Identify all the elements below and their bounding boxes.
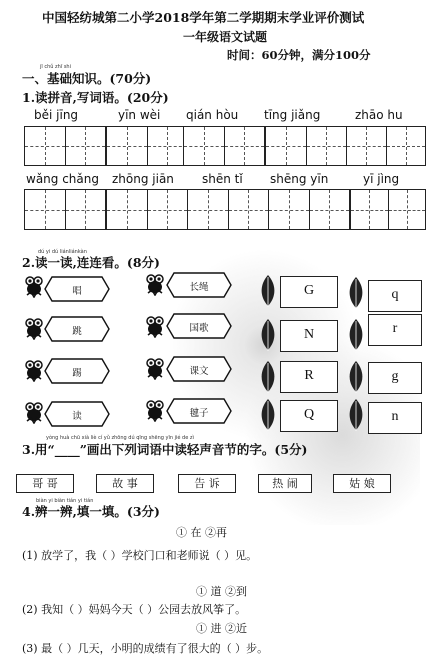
word-box[interactable]: 姑 娘 [333,474,391,493]
writing-grid[interactable] [106,189,188,230]
leaf-icon [258,318,278,356]
letter-card[interactable] [368,280,422,312]
writing-grid[interactable] [265,126,347,166]
letter-label: g [391,369,399,384]
word-box[interactable]: 故 事 [96,474,154,493]
word-label: 毽子 [189,408,209,419]
q3-title: 3.用“____”画出下列词语中读轻声音节的字。(5分) [22,442,308,457]
letter-label: Q [303,407,315,422]
leaf-icon [258,274,278,312]
q2-title: 2.读一读,连连看。(8分) [22,255,160,270]
time-info: 时间：60分钟，满分100分 [227,48,371,62]
word-box[interactable]: 哥 哥 [16,474,74,493]
pinyin-label: zhōng jiān [112,172,174,186]
writing-grid[interactable] [24,126,106,166]
writing-grid[interactable] [268,189,350,230]
writing-grid[interactable] [187,189,269,230]
frog-icon [24,360,44,382]
frog-icon [145,400,165,422]
pinyin-label: yī jìng [363,172,400,186]
frog-icon [145,358,165,380]
paper-title: 一年级语文试题 [183,30,268,44]
word-card[interactable] [166,398,232,424]
letter-card[interactable] [368,362,422,394]
writing-grid[interactable] [346,126,426,166]
writing-grid[interactable] [106,126,188,166]
section1-pinyin: jī chǔ zhī shi [40,64,71,70]
pinyin-label: shēng yīn [270,172,329,186]
leaf-icon [346,276,366,314]
word-card[interactable] [44,316,110,342]
q4-options: ① 道 ②到 [196,585,247,598]
frog-icon [24,276,44,298]
letter-card[interactable] [280,320,338,352]
pinyin-label: qián hòu [186,108,239,122]
writing-grid[interactable] [350,189,426,230]
letter-card[interactable] [368,402,422,434]
letter-label: G [303,283,315,298]
letter-label: N [303,327,315,342]
q4-pinyin: biàn yi biàn tián yi tián [36,498,94,504]
leaf-icon [258,398,278,436]
section1-title: 一、基础知识。(70分) [22,71,152,86]
q2-pinyin: dú yi dú liánliánkàn [38,249,87,255]
q4-options: ① 在 ②再 [176,526,227,539]
letter-label: q [391,287,399,302]
letter-card[interactable] [368,314,422,346]
word-label: 读 [72,411,82,422]
pinyin-label: yīn wèi [118,108,161,122]
q4-title: 4.辨一辨,填一填。(3分) [22,504,160,519]
writing-grid[interactable] [183,126,265,166]
word-label: 长绳 [189,282,209,293]
pinyin-label: zhāo hu [355,108,403,122]
word-card[interactable] [44,276,110,302]
word-label: 国歌 [189,323,209,334]
leaf-icon [346,360,366,398]
word-card[interactable] [166,272,232,298]
letter-label: r [392,321,398,336]
leaf-icon [346,398,366,436]
q4-sentence[interactable]: (2) 我知（ ）妈妈今天（ ）公园去放风筝了。 [22,603,247,616]
q1-title: 1.读拼音,写词语。(20分) [22,90,169,105]
letter-card[interactable] [280,361,338,393]
leaf-icon [346,318,366,356]
word-card[interactable] [44,401,110,427]
word-label: 踢 [72,368,82,379]
word-box[interactable]: 告 诉 [178,474,236,493]
word-card[interactable] [166,313,232,339]
word-card[interactable] [166,356,232,382]
pinyin-label: shēn tǐ [202,172,243,186]
pinyin-label: tīng jiǎng [264,108,321,122]
letter-label: n [391,409,399,424]
word-label: 跳 [72,326,82,337]
frog-icon [145,274,165,296]
word-label: 课文 [189,366,209,377]
frog-icon [24,318,44,340]
letter-card[interactable] [280,400,338,432]
writing-grid[interactable] [24,189,106,230]
letter-card[interactable] [280,276,338,308]
word-card[interactable] [44,358,110,384]
leaf-icon [258,360,278,398]
q4-sentence[interactable]: (3) 最（ ）几天，小明的成绩有了很大的（ ）步。 [22,642,269,655]
q3-pinyin: yòng huà chū xià liè cí yǔ zhōng dú qīng shēng yīn jié de zì [46,435,194,441]
pinyin-label: běi jīng [34,108,79,122]
word-label: 唱 [72,286,82,297]
frog-icon [145,316,165,338]
pinyin-label: wǎng chǎng [26,172,99,186]
school-title: 中国轻纺城第二小学2018学年第二学期期末学业评价测试 [42,10,365,25]
frog-icon [24,402,44,424]
letter-label: R [304,368,314,383]
q4-options: ① 进 ②近 [196,622,247,635]
word-box[interactable]: 热 闹 [258,474,312,493]
q4-sentence[interactable]: (1) 放学了，我（ ）学校门口和老师说（ ）见。 [22,549,258,562]
